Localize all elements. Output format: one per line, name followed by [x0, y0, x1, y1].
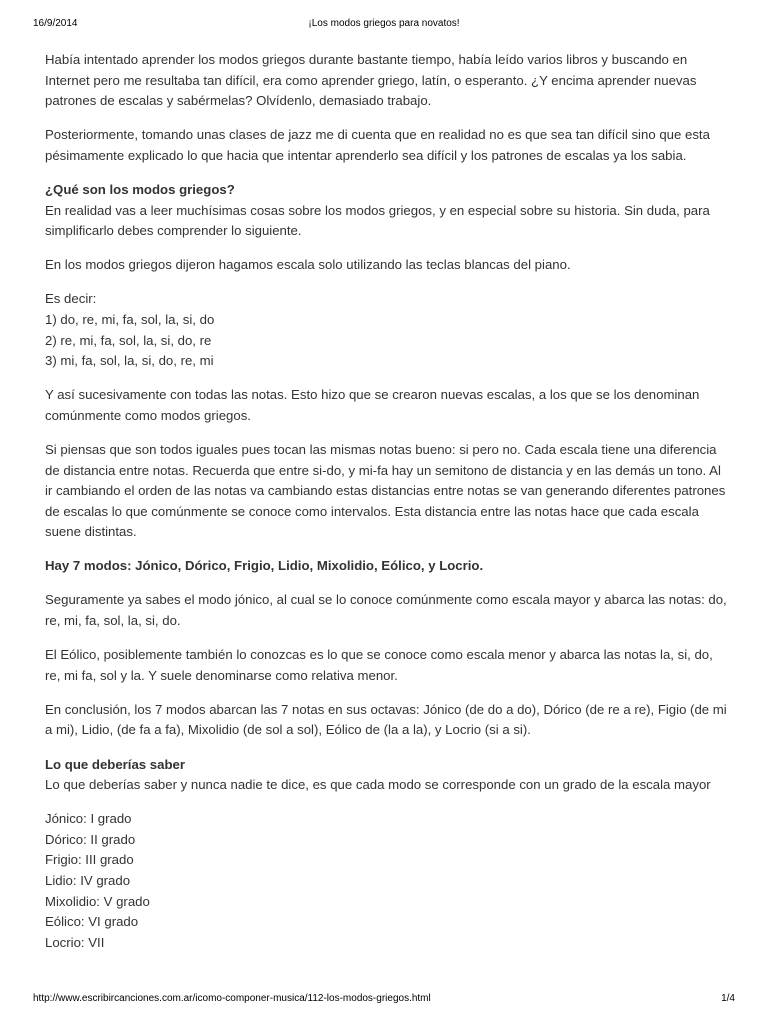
grades-list	[45, 809, 727, 953]
scale-example-item: 2) re, mi, fa, sol, la, si, do, re	[45, 332, 212, 348]
es-decir-label: Es decir:	[45, 291, 97, 307]
grade-item: Dórico: II grado	[45, 831, 136, 847]
scale-example-item: 1) do, re, mi, fa, sol, la, si, do	[45, 311, 215, 327]
heading-seven-modes: Hay 7 modos: Jónico, Dórico, Frigio, Lidio, Mixolidio, Eólico, y Locrio.	[45, 558, 484, 574]
article-body	[45, 50, 727, 967]
grade-item: Locrio: VII	[45, 934, 105, 950]
document-title: ¡Los modos griegos para novatos!	[308, 18, 460, 29]
paragraph-white-keys: En los modos griegos dijeron hagamos escala solo utilizando las teclas blancas del piano.	[45, 257, 571, 273]
paragraph-what-to-know: Lo que deberías saber y nunca nadie te dice, es que cada modo se corresponde con un grado de la escala mayor	[45, 777, 711, 793]
page-number: 1/4	[721, 993, 735, 1004]
grade-item: Eólico: VI grado	[45, 914, 139, 930]
paragraph-what-are-modes: En realidad vas a leer muchísimas cosas sobre los modos griegos, y en especial sobre su historia. Sin duda, para simplificarlo debes comprender lo siguiente.	[45, 202, 710, 239]
print-footer	[33, 993, 735, 1007]
heading-what-are-modes: ¿Qué son los modos griegos?	[45, 181, 235, 197]
grade-item: Lidio: IV grado	[45, 873, 131, 888]
print-header	[33, 18, 735, 32]
scale-example-item: 3) mi, fa, sol, la, si, do, re, mi	[45, 353, 214, 369]
section-what-are-modes	[45, 180, 727, 242]
grade-item: Mixolidio: V grado	[45, 893, 150, 909]
paragraph-new-scales: Y así sucesivamente con todas las notas. Esto hizo que se crearon nuevas escalas, a los que se los denominan comúnmente como modos griegos.	[45, 387, 700, 423]
paragraph-ionian: Seguramente ya sabes el modo jónico, al cual se lo conoce comúnmente como escala mayor y abarca las notas: do, re, mi, fa, sol, la, si, do.	[45, 592, 727, 629]
paragraph-conclusion: En conclusión, los 7 modos abarcan las 7 notas en sus octavas: Jónico (de do a do), Dórico (de re a re), Figio (de mi a mi), Lidio, (de fa a fa), Mixolidio (de sol a sol), Eólico de (la a la), y Locrio (si a si).	[45, 701, 727, 738]
grade-item: Jónico: I grado	[45, 811, 132, 827]
source-url: http://www.escribircanciones.com.ar/icomo-componer-musica/112-los-modos-griegos.html	[33, 993, 431, 1004]
print-date: 16/9/2014	[33, 18, 78, 29]
paragraph-aeolian: El Eólico, posiblemente también lo conozcas es lo que se conoce como escala menor y abarca las notas la, si, do, re, mi fa, sol y la. Y suele denominarse como relativa menor.	[45, 647, 713, 683]
paragraph-jazz-classes: Posteriormente, tomando unas clases de jazz me di cuenta que en realidad no es que sea tan difícil sino que esta pésimamente explicado lo que hacia que intentar aprenderlo sea difícil y los patrones de escalas ya los sabia.	[45, 127, 710, 163]
paragraph-intro: Había intentado aprender los modos griegos durante bastante tiempo, había leído varios libros y buscando en Internet pero me resultaba tan difícil, era como aprender griego, latín, o esperanto. ¿Y encima aprender nuevas patrones de escalas y sabérmelas? Olvídenlo, demasiado trabajo.	[45, 52, 697, 109]
section-what-to-know	[45, 755, 727, 796]
paragraph-intervals: Si piensas que son todos iguales pues tocan las mismas notas bueno: si pero no. Cada escala tiene una diferencia de distancia entre notas. Recuerda que entre si-do, y mi-fa hay un semitono de distancia y en las demás un tono. Al ir cambiando el orden de las notas va cambiando estas distancias entre notas se van generando diferentes patrones de escalas lo que comúnmente se conoce como intervalos. Esta distancia entre las notas hace que cada escala suene distintas.	[45, 441, 726, 540]
heading-what-to-know: Lo que deberías saber	[45, 756, 185, 772]
scale-examples	[45, 289, 727, 371]
grade-item: Frigio: III grado	[45, 852, 134, 868]
